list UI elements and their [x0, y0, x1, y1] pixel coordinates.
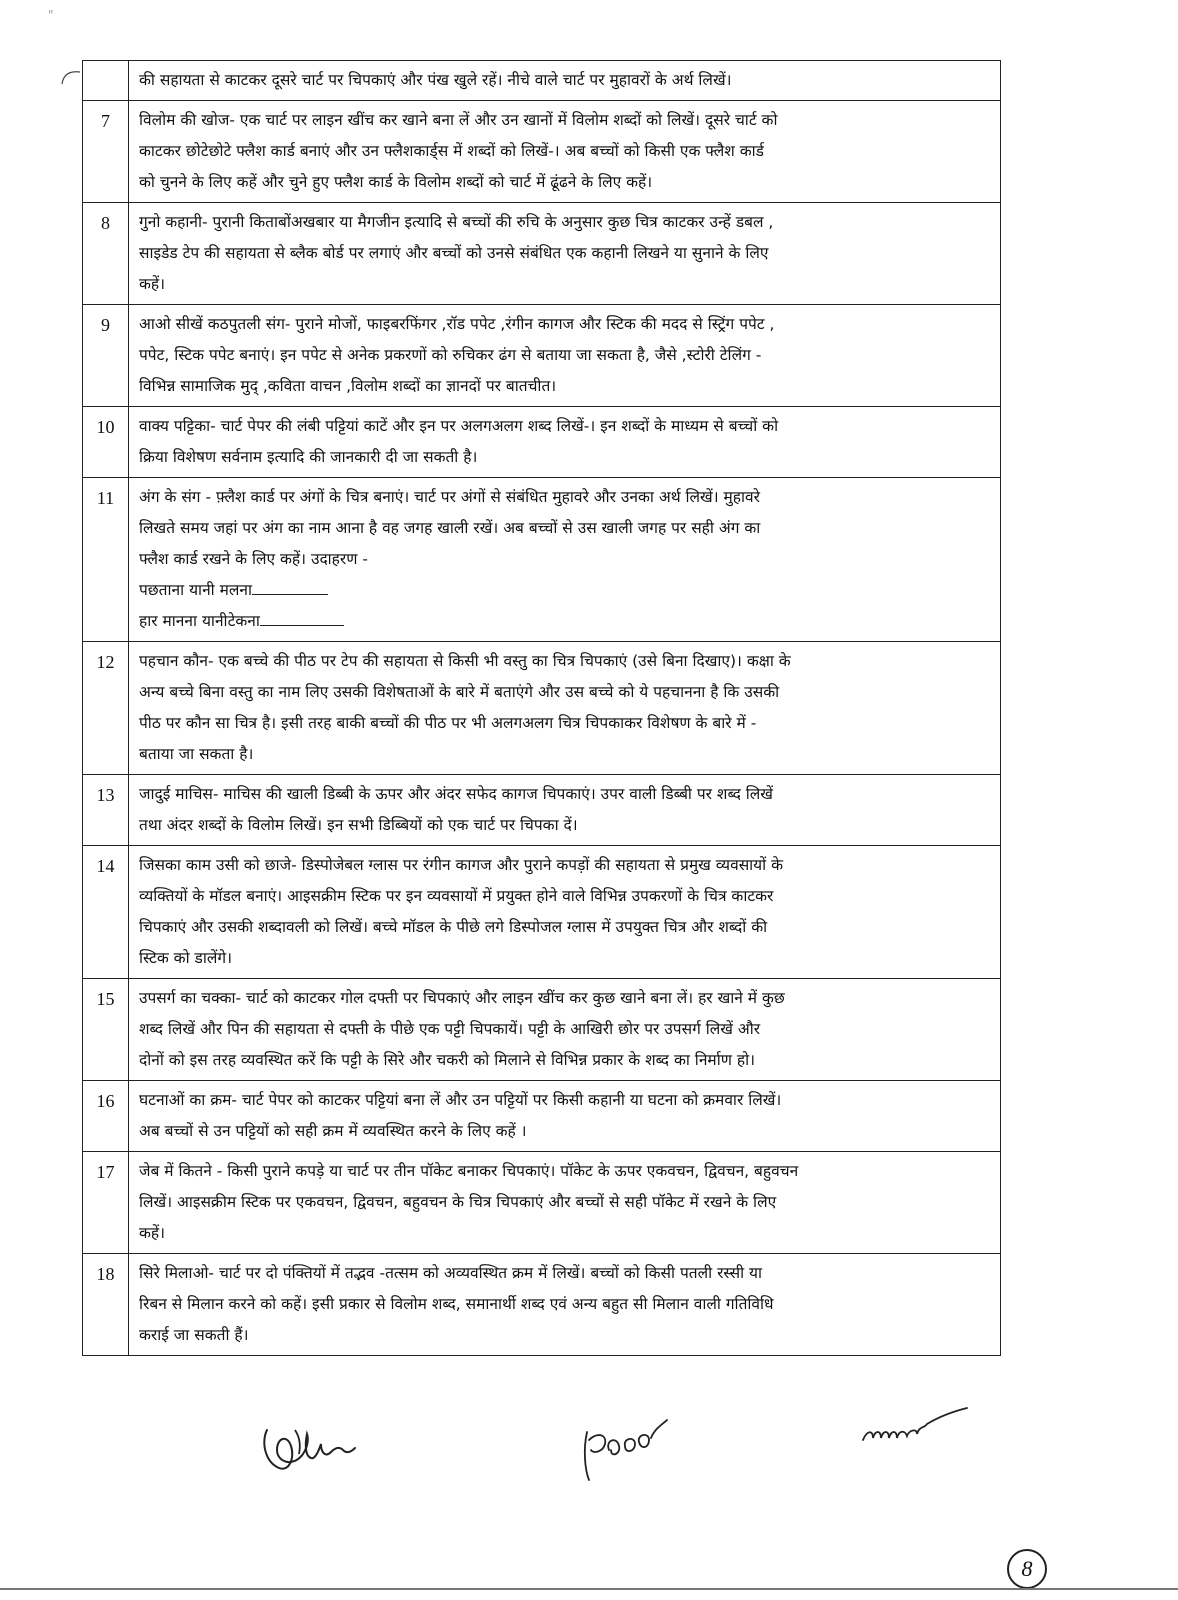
- text-line: अब बच्चों से उन पट्टियों को सही क्रम में व्यवस्थित करने के लिए कहें ।: [139, 1122, 527, 1140]
- signature-2: [575, 1410, 675, 1490]
- example-text: हार मानना यानीटेकना: [139, 612, 260, 630]
- text-line: लिखें। आइसक्रीम स्टिक पर एकवचन, द्विवचन, बहुवचन के चित्र चिपकाएं और बच्चों से सही पॉकेट में रखने के लिए: [139, 1193, 777, 1211]
- table-row: [83, 1152, 1001, 1254]
- text-line: पहचान कौन- एक बच्चे की पीठ पर टेप की सहायता से किसी भी वस्तु का चित्र चिपकाएं (उसे बिना दिखाए)। कक्षा के: [139, 652, 791, 670]
- table-row: [83, 979, 1001, 1081]
- text-line: व्यक्तियों के मॉडल बनाएं। आइसक्रीम स्टिक पर इन व्यवसायों में प्रयुक्त होने वाले विभिन्न उपकरणों के चित्र काटकर: [139, 887, 774, 905]
- text-line: आओ सीखें कठपुतली संग- पुराने मोजों, फाइबरफिंगर ,रॉड पपेट ,रंगीन कागज और स्टिक की मदद से स्ट्रिंग पपेट ,: [139, 315, 775, 333]
- text-line: साइडेड टेप की सहायता से ब्लैक बोर्ड पर लगाएं और बच्चों को उनसे संबंधित एक कहानी लिखने या सुनाने के लिए: [139, 244, 769, 262]
- table-row: [83, 642, 1001, 775]
- text-line: शब्द लिखें और पिन की सहायता से दफ्ती के पीछे एक पट्टी चिपकायें। पट्टी के आखिरी छोर पर उपसर्ग लिखें और: [139, 1020, 761, 1038]
- table-row: [83, 407, 1001, 478]
- text-line: वाक्य पट्टिका- चार्ट पेपर की लंबी पट्टियां काटें और इन पर अलगअलग शब्द लिखें-। इन शब्दों के माध्यम से बच्चों को: [139, 417, 779, 435]
- fill-in-blank: [260, 610, 344, 627]
- text-line: अन्य बच्चे बिना वस्तु का नाम लिए उसकी विशेषताओं के बारे में बताएंगे और उस बच्चे को ये पहचानना है कि उसकी: [139, 683, 780, 701]
- text-line: को चुनने के लिए कहें और चुने हुए फ्लैश कार्ड के विलोम शब्दों को चार्ट में ढूंढने के लिए कहें।: [139, 173, 653, 191]
- table-row: [83, 478, 1001, 642]
- text-line: सिरे मिलाओ- चार्ट पर दो पंक्तियों में तद्भव -तत्सम को अव्यवस्थित क्रम में लिखें। बच्चों को किसी पतली रस्सी या: [139, 1264, 763, 1282]
- table-row: [83, 203, 1001, 305]
- text-line: क्रिया विशेषण सर्वनाम इत्यादि की जानकारी दी जा सकती है।: [139, 448, 478, 466]
- table-row: [83, 101, 1001, 203]
- signature-3: [855, 1400, 975, 1460]
- text-line: फ्लैश कार्ड रखने के लिए कहें। उदाहरण -: [139, 550, 368, 568]
- row-number: 15: [83, 979, 129, 1080]
- row-number: [83, 61, 129, 100]
- row-text: [129, 407, 1001, 477]
- table-row: [83, 305, 1001, 407]
- row-number: 9: [83, 305, 129, 406]
- table-row: [83, 1081, 1001, 1152]
- row-number: 7: [83, 101, 129, 202]
- row-text: [129, 1254, 1001, 1355]
- text-line: जेब में कितने - किसी पुराने कपड़े या चार्ट पर तीन पॉकेट बनाकर चिपकाएं। पॉकेट के ऊपर एकवचन, द्विवचन, बहुवचन: [139, 1162, 799, 1180]
- text-line: कहें।: [139, 1224, 166, 1242]
- row-text: [129, 775, 1001, 845]
- table-row: [83, 1254, 1001, 1356]
- text-line: तथा अंदर शब्दों के विलोम लिखें। इन सभी डिब्बियों को एक चार्ट पर चिपका दें।: [139, 816, 578, 834]
- row-text: [129, 1152, 1001, 1253]
- row-text: [129, 61, 1001, 100]
- text-line: पीठ पर कौन सा चित्र है। इसी तरह बाकी बच्चों की पीठ पर भी अलगअलग चित्र चिपकाकर विशेषण के बारे में -: [139, 714, 757, 732]
- table-row: [83, 775, 1001, 846]
- row-text: [129, 101, 1001, 202]
- text-line: कराई जा सकती हैं।: [139, 1326, 249, 1344]
- text-line: विभिन्न सामाजिक मुद् ,कविता वाचन ,विलोम शब्दों का ज्ञानदों पर बातचीत।: [139, 377, 557, 395]
- row-number: 17: [83, 1152, 129, 1253]
- row-text: [129, 846, 1001, 978]
- text-line: लिखते समय जहां पर अंग का नाम आना है वह जगह खाली रखें। अब बच्चों से उस खाली जगह पर सही अंग का: [139, 519, 761, 537]
- text-line: उपसर्ग का चक्का- चार्ट को काटकर गोल दफ्ती पर चिपकाएं और लाइन खींच कर कुछ खाने बना लें। हर खाने में कुछ: [139, 989, 785, 1007]
- example-line: [139, 575, 990, 606]
- row-text: [129, 478, 1001, 641]
- top-mark: ": [48, 8, 54, 22]
- row-text: [129, 203, 1001, 304]
- row-number: 8: [83, 203, 129, 304]
- text-line: अंग के संग - फ़्लैश कार्ड पर अंगों के चित्र बनाएं। चार्ट पर अंगों से संबंधित मुहावरे और उनका अर्थ लिखें। मुहावरे: [139, 488, 761, 506]
- table-row: [83, 846, 1001, 979]
- text-line: स्टिक को डालेंगे।: [139, 949, 232, 967]
- text-line: बताया जा सकता है।: [139, 745, 254, 763]
- text-line: रिबन से मिलान करने को कहें। इसी प्रकार से विलोम शब्द, समानार्थी शब्द एवं अन्य बहुत सी मिलान वाली गतिविधि: [139, 1295, 774, 1313]
- table-row: [83, 61, 1001, 101]
- text-line: पपेट, स्टिक पपेट बनाएं। इन पपेट से अनेक प्रकरणों को रुचिकर ढंग से बताया जा सकता है, जैसे ,स्टोरी टेलिंग -: [139, 346, 762, 364]
- signature-1: [255, 1410, 365, 1480]
- row-number: 18: [83, 1254, 129, 1355]
- activity-table: [82, 60, 1001, 1356]
- example-line: [139, 606, 990, 637]
- row-number: 12: [83, 642, 129, 774]
- bottom-rule: [0, 1588, 1178, 1590]
- row-text: [129, 979, 1001, 1080]
- row-number: 10: [83, 407, 129, 477]
- row-text: [129, 1081, 1001, 1151]
- text-line: कहें।: [139, 275, 166, 293]
- row-number: 13: [83, 775, 129, 845]
- text-line: विलोम की खोज- एक चार्ट पर लाइन खींच कर खाने बना लें और उन खानों में विलोम शब्दों को लिखें। दूसरे चार्ट को: [139, 111, 778, 129]
- row-number: 14: [83, 846, 129, 978]
- row-text: [129, 642, 1001, 774]
- example-text: पछताना यानी मलना: [139, 581, 253, 599]
- text-line: काटकर छोटेछोटे फ्लैश कार्ड बनाएं और उन फ्लैशकार्ड्स में शब्दों को लिखें-। अब बच्चों को किसी एक फ्लैश कार्ड: [139, 142, 764, 160]
- text-line: दोनों को इस तरह व्यवस्थित करें कि पट्टी के सिरे और चकरी को मिलाने से विभिन्न प्रकार के शब्द का निर्माण हो।: [139, 1051, 755, 1069]
- text-line: जिसका काम उसी को छाजे- डिस्पोजेबल ग्लास पर रंगीन कागज और पुराने कपड़ों की सहायता से प्रमुख व्यवसायों के: [139, 856, 784, 874]
- text-line: घटनाओं का क्रम- चार्ट पेपर को काटकर पट्टियां बना लें और उन पट्टियों पर किसी कहानी या घटना को क्रमवार लिखें।: [139, 1091, 782, 1109]
- fill-in-blank: [252, 579, 328, 596]
- row-text: [129, 305, 1001, 406]
- page-number: 8: [1007, 1549, 1047, 1589]
- row-number: 16: [83, 1081, 129, 1151]
- text-line: जादुई माचिस- माचिस की खाली डिब्बी के ऊपर और अंदर सफेद कागज चिपकाएं। उपर वाली डिब्बी पर शब्द लिखें: [139, 785, 773, 803]
- text-line: की सहायता से काटकर दूसरे चार्ट पर चिपकाएं और पंख खुले रहें। नीचे वाले चार्ट पर मुहावरों के अर्थ लिखें।: [139, 71, 732, 89]
- text-line: गुनो कहानी- पुरानी किताबोंअखबार या मैगजीन इत्यादि से बच्चों की रुचि के अनुसार कुछ चित्र काटकर उन्हें डबल ,: [139, 213, 774, 231]
- text-line: चिपकाएं और उसकी शब्दावली को लिखें। बच्चे मॉडल के पीछे लगे डिस्पोजल ग्लास में उपयुक्त चित्र और शब्दों की: [139, 918, 768, 936]
- row-number: 11: [83, 478, 129, 641]
